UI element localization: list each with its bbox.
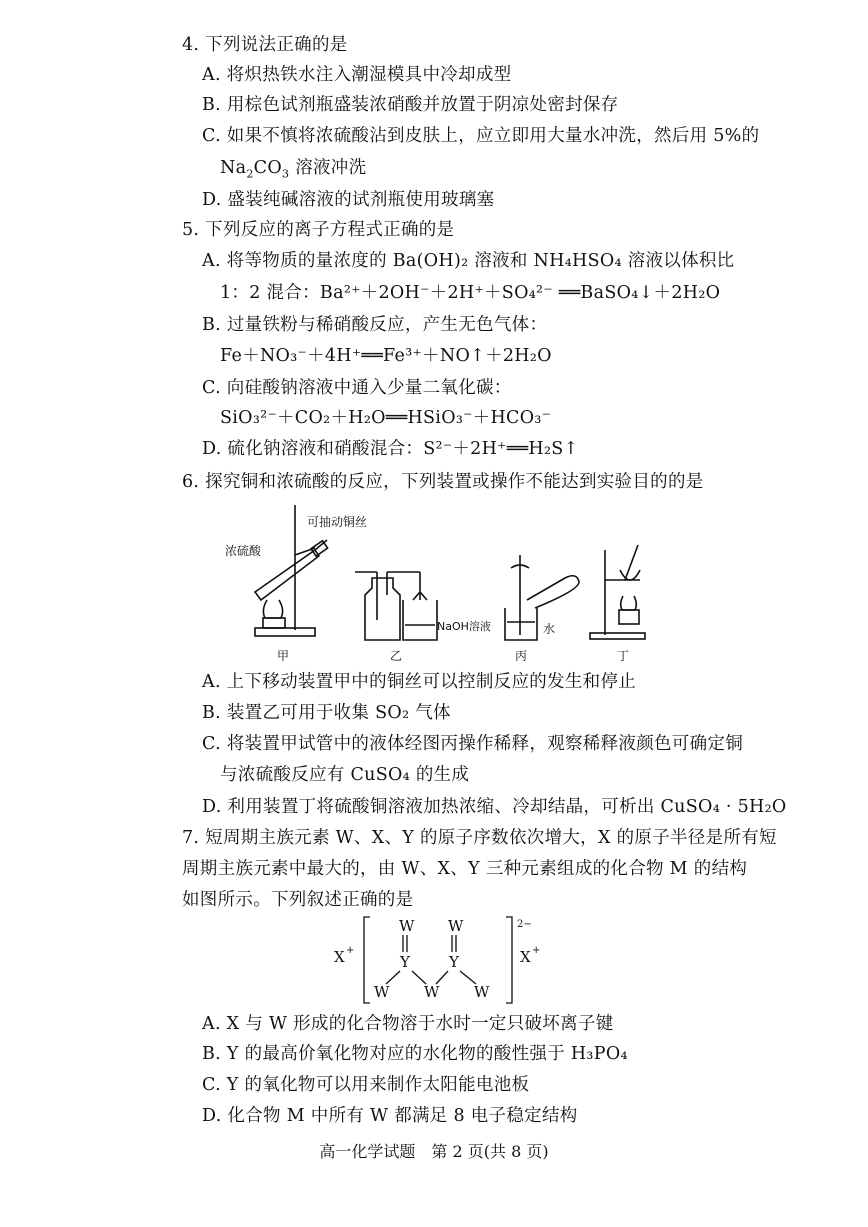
q7-option-b: B. Y 的最高价氧化物对应的水化物的酸性强于 H₃PO₄ (202, 1044, 628, 1064)
anion-charge: 2− (517, 919, 532, 930)
q5-option-a: A. 将等物质的量浓度的 Ba(OH)₂ 溶液和 NH₄HSO₄ 溶液以体积比 (202, 251, 735, 271)
q4-option-a: A. 将炽热铁水注入潮湿模具中冷却成型 (202, 65, 512, 85)
q4-option-c-text: 溶液冲洗 (295, 158, 367, 178)
q4-option-c: C. 如果不慎将浓硫酸沾到皮肤上，应立即用大量水冲洗，然后用 5%的 (202, 126, 760, 146)
q4-option-c-cont (220, 157, 366, 179)
q4-option-b: B. 用棕色试剂瓶盛装浓硝酸并放置于阴凉处密封保存 (202, 95, 619, 115)
x-ion-left-charge: + (346, 945, 355, 956)
q6-option-b: B. 装置乙可用于收集 SO₂ 气体 (202, 703, 451, 723)
q6-apparatus-figure (215, 500, 675, 665)
y-left: Y (400, 953, 410, 971)
q7-option-d: D. 化合物 M 中所有 W 都满足 8 电子稳定结构 (202, 1106, 578, 1126)
q7-option-c: C. Y 的氧化物可以用来制作太阳能电池板 (202, 1075, 530, 1095)
q5-option-b-equation: Fe＋NO₃⁻＋4H⁺══Fe³⁺＋NO↑＋2H₂O (220, 346, 552, 366)
label-naoh-solution: NaOH溶液 (437, 620, 491, 633)
q7-option-a: A. X 与 W 形成的化合物溶于水时一定只破坏离子键 (202, 1014, 614, 1034)
q5-option-d: D. 硫化钠溶液和硝酸混合：S²⁻＋2H⁺══H₂S↑ (202, 439, 579, 459)
q4-stem: 4. 下列说法正确的是 (182, 35, 348, 55)
w-top-left: W (399, 917, 415, 935)
label-bing: 丙 (515, 649, 528, 663)
q6-option-d: D. 利用装置丁将硫酸铜溶液加热浓缩、冷却结晶，可析出 CuSO₄ · 5H₂O (202, 797, 787, 817)
label-copper-wire: 可抽动铜丝 (307, 515, 368, 529)
q6-option-c: C. 将装置甲试管中的液体经图丙操作稀释，观察稀释液颜色可确定铜 (202, 734, 743, 754)
label-water: 水 (543, 622, 556, 636)
y-right: Y (449, 953, 459, 971)
label-yi: 乙 (390, 649, 403, 663)
label-jia: 甲 (277, 649, 290, 663)
q4-option-d: D. 盛装纯碱溶液的试剂瓶使用玻璃塞 (202, 190, 495, 210)
label-conc-acid: 浓硫酸 (225, 544, 262, 558)
q6-stem: 6. 探究铜和浓硫酸的反应，下列装置或操作不能达到实验目的的是 (182, 472, 704, 492)
w-top-right: W (448, 917, 464, 935)
x-ion-right-charge: + (532, 945, 541, 956)
label-ding: 丁 (617, 649, 630, 663)
na2co3-formula: $Na_2CO_3$ (220, 158, 290, 181)
w-bottom-right: W (474, 983, 490, 1001)
q7-stem-line1: 7. 短周期主族元素 W、X、Y 的原子序数依次增大，X 的原子半径是所有短 (182, 828, 777, 848)
page-footer: 高一化学试题 第 2 页(共 8 页) (319, 1142, 549, 1161)
x-ion-left: X (334, 948, 345, 966)
q5-option-b: B. 过量铁粉与稀硝酸反应，产生无色气体： (202, 315, 548, 335)
q5-option-c: C. 向硅酸钠溶液中通入少量二氧化碳： (202, 378, 512, 398)
q7-stem-line2: 周期主族元素中最大的，由 W、X、Y 三种元素组成的化合物 M 的结构 (182, 859, 748, 879)
q6-option-a: A. 上下移动装置甲中的铜丝可以控制反应的发生和停止 (202, 672, 637, 692)
q7-stem-line3: 如图所示。下列叙述正确的是 (182, 890, 414, 910)
q5-stem: 5. 下列反应的离子方程式正确的是 (182, 220, 455, 240)
q5-option-c-equation: SiO₃²⁻＋CO₂＋H₂O══HSiO₃⁻＋HCO₃⁻ (220, 408, 552, 428)
q7-structure-diagram (330, 915, 560, 1005)
x-ion-right: X (520, 948, 531, 966)
q5-option-a-equation: 1：2 混合：Ba²⁺＋2OH⁻＋2H⁺＋SO₄²⁻ ══BaSO₄↓＋2H₂O (220, 283, 721, 303)
w-bottom-middle: W (424, 983, 440, 1001)
w-bottom-left: W (374, 983, 390, 1001)
q6-option-c-cont: 与浓硫酸反应有 CuSO₄ 的生成 (220, 765, 470, 785)
